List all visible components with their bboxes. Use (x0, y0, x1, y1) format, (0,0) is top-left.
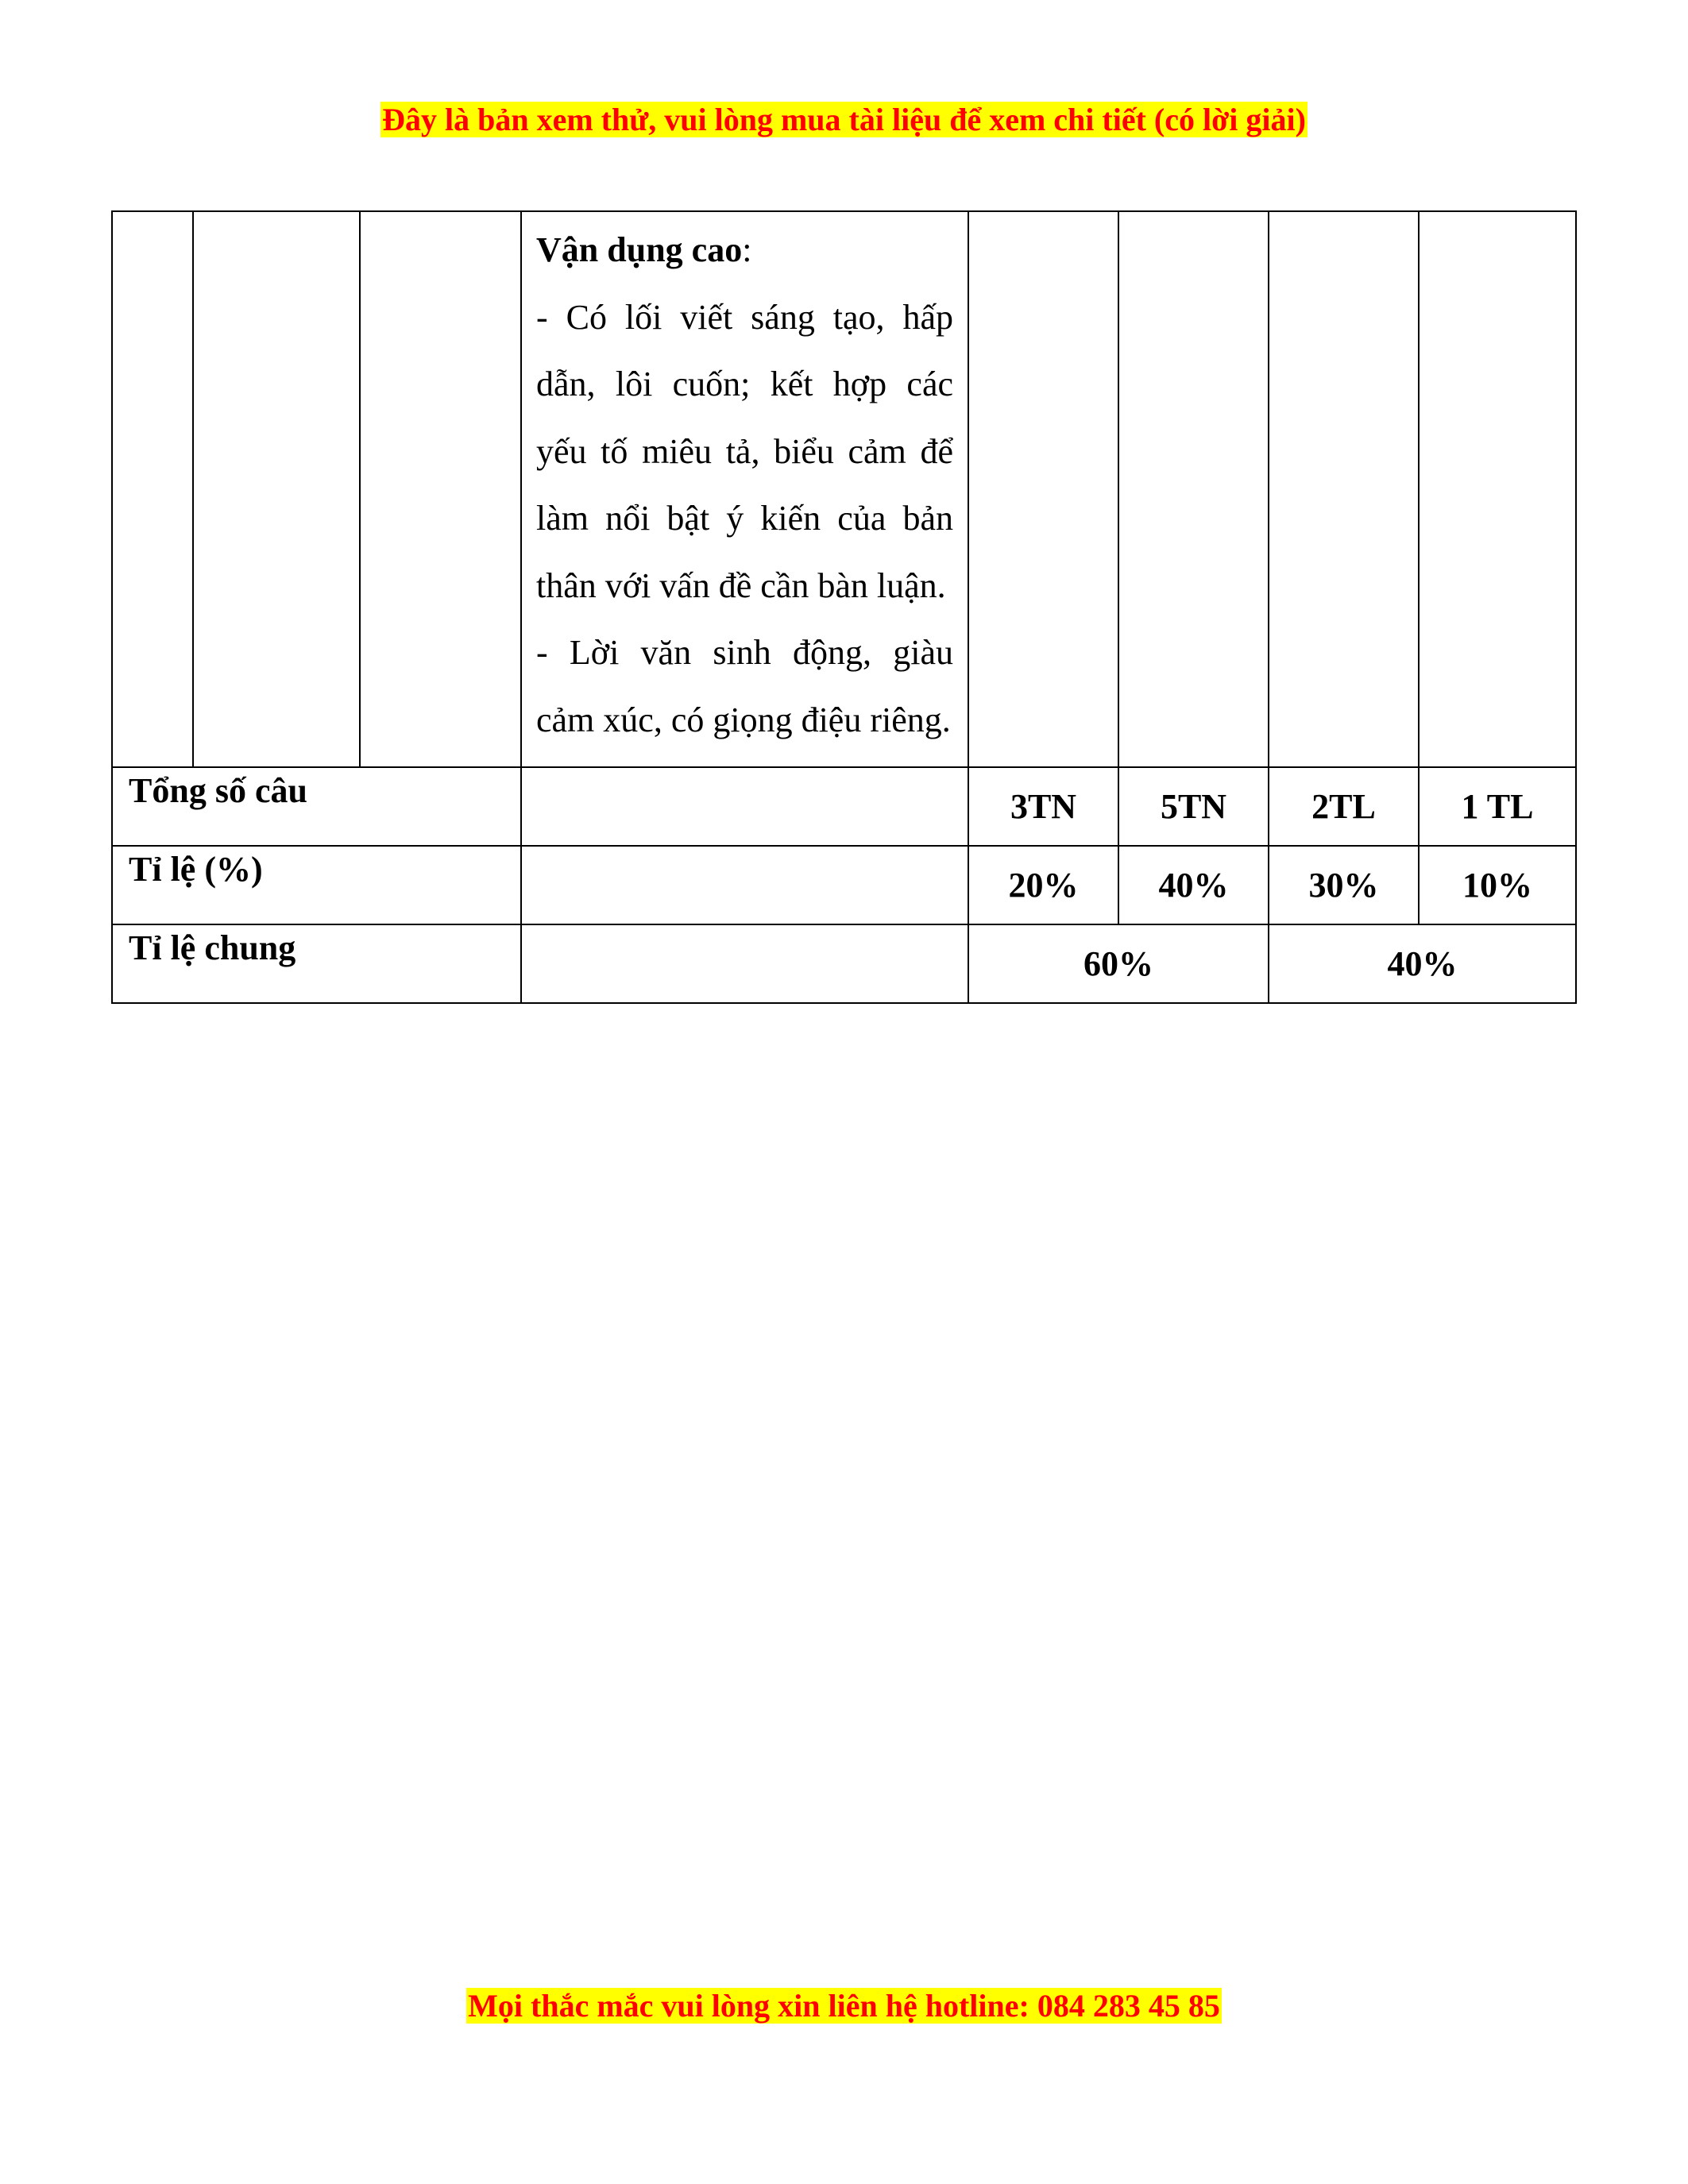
criteria-heading: Vận dụng cao (536, 230, 743, 269)
total-questions-label: Tổng số câu (112, 767, 521, 846)
ratio-value: 10% (1419, 846, 1576, 924)
table-cell-empty (1419, 211, 1576, 767)
table-row-total-questions (112, 767, 1576, 846)
total-questions-value: 5TN (1118, 767, 1269, 846)
table-cell-empty (1269, 211, 1419, 767)
overall-ratio-value: 40% (1269, 924, 1576, 1003)
criteria-description-cell (521, 211, 968, 767)
total-questions-value: 3TN (968, 767, 1118, 846)
table-cell-empty (521, 767, 968, 846)
table-cell-empty (193, 211, 360, 767)
table-cell-empty (360, 211, 521, 767)
assessment-matrix-table (111, 210, 1577, 1004)
hotline-notice-banner (0, 1987, 1688, 2025)
criteria-bullet: - Có lối viết sáng tạo, hấp dẫn, lôi cuốn; kết hợp các yếu tố miêu tả, biểu cảm để làm nổi bật ý kiến của bản thân với vấn đề cần bàn luận. (536, 297, 953, 605)
table-row-ratio (112, 846, 1576, 924)
table-cell-empty (112, 211, 193, 767)
overall-ratio-label: Tỉ lệ chung (112, 924, 521, 1003)
total-questions-value: 2TL (1269, 767, 1419, 846)
overall-ratio-value: 60% (968, 924, 1269, 1003)
table-row-overall-ratio (112, 924, 1576, 1003)
criteria-heading-colon: : (742, 230, 752, 269)
table-row-criteria (112, 211, 1576, 767)
criteria-heading-line (536, 217, 953, 284)
preview-notice-banner (0, 101, 1688, 139)
criteria-bullet: - Lời văn sinh động, giàu cảm xúc, có giọng điệu riêng. (536, 633, 953, 739)
total-questions-value: 1 TL (1419, 767, 1576, 846)
ratio-value: 20% (968, 846, 1118, 924)
table-cell-empty (968, 211, 1118, 767)
table-cell-empty (521, 924, 968, 1003)
hotline-notice-text: Mọi thắc mắc vui lòng xin liên hệ hotline: 084 283 45 85 (468, 1988, 1220, 2024)
ratio-value: 40% (1118, 846, 1269, 924)
ratio-label: Tỉ lệ (%) (112, 846, 521, 924)
table-cell-empty (521, 846, 968, 924)
preview-notice-text: Đây là bản xem thử, vui lòng mua tài liệu để xem chi tiết (có lời giải) (382, 102, 1306, 137)
ratio-value: 30% (1269, 846, 1419, 924)
table-cell-empty (1118, 211, 1269, 767)
